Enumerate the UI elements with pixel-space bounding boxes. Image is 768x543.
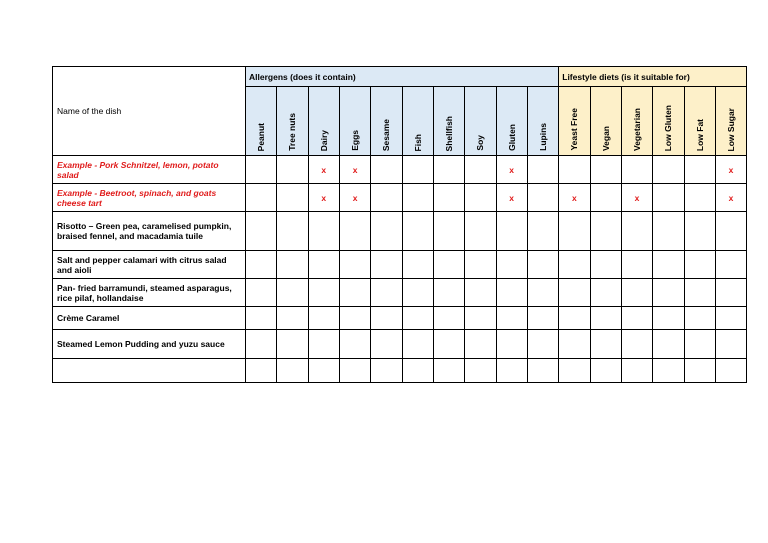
mark-cell[interactable] [465,279,496,307]
allergen-column-header [465,87,496,156]
mark-cell[interactable] [653,212,684,251]
mark-cell[interactable] [339,307,370,330]
mark-cell[interactable] [371,330,402,359]
allergen-column-header [402,87,433,156]
mark-cell[interactable] [277,184,308,212]
mark-cell[interactable]: x [496,184,527,212]
mark-cell[interactable] [277,359,308,383]
dish-name-cell[interactable] [53,359,246,383]
allergen-column-header [371,87,402,156]
allergen-lifestyle-table [52,66,747,383]
mark-cell[interactable] [684,359,715,383]
mark-cell[interactable] [621,251,652,279]
lifestyle-group-header: Lifestyle diets (is it suitable for) [559,67,747,87]
allergen-column-label: Shellfish [444,115,455,151]
mark-cell[interactable] [684,330,715,359]
lifestyle-column-label: Vegetarian [632,108,643,151]
mark-cell[interactable] [308,212,339,251]
mark-cell[interactable] [465,156,496,184]
allergens-group-header: Allergens (does it contain) [246,67,559,87]
mark-cell[interactable] [246,279,277,307]
table-row [53,359,747,383]
mark-cell[interactable] [590,184,621,212]
dish-name-cell[interactable]: Example - Pork Schnitzel, lemon, potato salad [53,156,246,184]
mark-cell[interactable] [246,330,277,359]
allergen-column-label: Eggs [350,130,361,151]
mark-cell[interactable] [715,359,746,383]
mark-cell[interactable] [527,184,558,212]
mark-cell[interactable] [590,359,621,383]
mark-cell[interactable] [371,251,402,279]
allergen-column-header [308,87,339,156]
mark-cell[interactable] [496,307,527,330]
table-row [53,251,747,279]
allergen-column-label: Lupins [538,123,549,151]
mark-cell[interactable] [621,212,652,251]
mark-cell[interactable] [715,212,746,251]
mark-cell[interactable] [465,251,496,279]
lifestyle-column-label: Low Sugar [725,107,736,151]
mark-cell[interactable] [402,251,433,279]
mark-cell[interactable] [308,330,339,359]
lifestyle-column-header [590,87,621,156]
mark-cell[interactable]: x [308,156,339,184]
allergen-column-label: Soy [475,135,486,151]
lifestyle-column-header [621,87,652,156]
mark-cell[interactable] [621,156,652,184]
mark-cell[interactable] [527,307,558,330]
mark-cell[interactable] [339,212,370,251]
dish-name-cell[interactable]: Pan- fried barramundi, steamed asparagus, rice pilaf, hollandaise [53,279,246,307]
mark-cell[interactable] [433,330,464,359]
mark-cell[interactable] [496,251,527,279]
allergen-column-label: Fish [412,133,423,151]
mark-cell[interactable] [433,184,464,212]
mark-cell[interactable] [371,156,402,184]
mark-cell[interactable] [496,279,527,307]
lifestyle-column-header [653,87,684,156]
dish-name-cell[interactable]: Salt and pepper calamari with citrus salad and aioli [53,251,246,279]
mark-cell[interactable] [621,307,652,330]
allergen-column-header [277,87,308,156]
mark-cell[interactable] [465,212,496,251]
mark-cell[interactable] [559,212,590,251]
mark-cell[interactable] [277,279,308,307]
mark-cell[interactable] [465,359,496,383]
mark-cell[interactable]: x [715,184,746,212]
table-row [53,279,747,307]
mark-cell[interactable] [496,212,527,251]
mark-cell[interactable] [715,279,746,307]
mark-cell[interactable] [308,307,339,330]
table-row [53,184,747,212]
mark-cell[interactable] [308,359,339,383]
mark-cell[interactable] [527,156,558,184]
group-header-row [53,67,747,87]
mark-cell[interactable] [684,251,715,279]
lifestyle-column-header [559,87,590,156]
mark-cell[interactable] [653,279,684,307]
mark-cell[interactable]: x [339,156,370,184]
dish-name-cell[interactable]: Crème Caramel [53,307,246,330]
allergen-column-header [246,87,277,156]
mark-cell[interactable] [559,251,590,279]
mark-cell[interactable] [590,307,621,330]
mark-cell[interactable] [653,156,684,184]
mark-cell[interactable] [590,330,621,359]
mark-cell[interactable] [277,307,308,330]
allergen-column-header [433,87,464,156]
mark-cell[interactable] [433,359,464,383]
mark-cell[interactable] [465,307,496,330]
mark-cell[interactable] [402,184,433,212]
mark-cell[interactable] [371,279,402,307]
mark-cell[interactable] [402,330,433,359]
allergen-column-label: Gluten [506,124,517,151]
mark-cell[interactable] [339,359,370,383]
dish-name-cell[interactable]: Risotto – Green pea, caramelised pumpkin, braised fennel, and macadamia tuile [53,212,246,251]
mark-cell[interactable] [527,359,558,383]
allergen-column-header [496,87,527,156]
mark-cell[interactable] [590,156,621,184]
mark-cell[interactable] [653,184,684,212]
mark-cell[interactable] [246,307,277,330]
allergen-column-header [527,87,558,156]
mark-cell[interactable] [621,279,652,307]
mark-cell[interactable] [621,359,652,383]
mark-cell[interactable]: x [339,184,370,212]
lifestyle-column-label: Low Fat [694,118,705,151]
lifestyle-column-header [715,87,746,156]
mark-cell[interactable] [590,212,621,251]
dish-name-cell[interactable]: Example - Beetroot, spinach, and goats cheese tart [53,184,246,212]
mark-cell[interactable] [496,359,527,383]
mark-cell[interactable] [402,307,433,330]
mark-cell[interactable] [371,307,402,330]
lifestyle-column-label: Low Gluten [663,104,674,151]
mark-cell[interactable]: x [715,156,746,184]
mark-cell[interactable] [684,279,715,307]
mark-cell[interactable]: x [496,156,527,184]
table-row [53,212,747,251]
mark-cell[interactable] [308,279,339,307]
mark-cell[interactable] [246,251,277,279]
mark-cell[interactable] [653,359,684,383]
mark-cell[interactable] [590,251,621,279]
lifestyle-column-header [684,87,715,156]
mark-cell[interactable] [590,279,621,307]
mark-cell[interactable] [433,251,464,279]
mark-cell[interactable]: x [308,184,339,212]
lifestyle-column-label: Yeast Free [569,108,580,151]
mark-cell[interactable]: x [621,184,652,212]
allergen-column-label: Peanut [256,122,267,151]
mark-cell[interactable] [465,184,496,212]
table-row [53,156,747,184]
mark-cell[interactable] [684,307,715,330]
mark-cell[interactable] [371,184,402,212]
mark-cell[interactable] [402,212,433,251]
allergen-column-header [339,87,370,156]
mark-cell[interactable] [277,330,308,359]
mark-cell[interactable] [402,359,433,383]
mark-cell[interactable] [246,359,277,383]
mark-cell[interactable] [684,156,715,184]
mark-cell[interactable] [277,212,308,251]
mark-cell[interactable] [715,251,746,279]
mark-cell[interactable] [339,251,370,279]
mark-cell[interactable] [402,156,433,184]
mark-cell[interactable] [246,156,277,184]
mark-cell[interactable] [621,330,652,359]
allergen-column-label: Sesame [381,118,392,151]
mark-cell[interactable] [433,307,464,330]
mark-cell[interactable] [371,212,402,251]
mark-cell[interactable] [527,330,558,359]
mark-cell[interactable] [527,212,558,251]
mark-cell[interactable] [308,251,339,279]
mark-cell[interactable] [715,330,746,359]
mark-cell[interactable] [527,279,558,307]
table-row [53,330,747,359]
mark-cell[interactable] [277,251,308,279]
dish-name-header: Name of the dish [53,67,246,156]
mark-cell[interactable] [246,212,277,251]
mark-cell[interactable] [653,307,684,330]
mark-cell[interactable] [559,359,590,383]
lifestyle-column-label: Vegan [600,125,611,151]
mark-cell[interactable] [277,156,308,184]
mark-cell[interactable] [715,307,746,330]
allergen-column-label: Dairy [318,129,329,151]
mark-cell[interactable] [559,156,590,184]
mark-cell[interactable] [371,359,402,383]
mark-cell[interactable] [465,330,496,359]
mark-cell[interactable] [402,279,433,307]
mark-cell[interactable] [496,330,527,359]
mark-cell[interactable] [653,330,684,359]
mark-cell[interactable] [433,156,464,184]
mark-cell[interactable] [246,184,277,212]
mark-cell[interactable] [527,251,558,279]
mark-cell[interactable] [339,279,370,307]
allergen-column-label: Tree nuts [287,113,298,151]
mark-cell[interactable] [684,212,715,251]
mark-cell[interactable] [433,279,464,307]
mark-cell[interactable] [653,251,684,279]
mark-cell[interactable] [339,330,370,359]
table-row [53,307,747,330]
mark-cell[interactable]: x [559,184,590,212]
mark-cell[interactable] [559,279,590,307]
mark-cell[interactable] [433,212,464,251]
dish-name-cell[interactable]: Steamed Lemon Pudding and yuzu sauce [53,330,246,359]
mark-cell[interactable] [684,184,715,212]
mark-cell[interactable] [559,330,590,359]
mark-cell[interactable] [559,307,590,330]
